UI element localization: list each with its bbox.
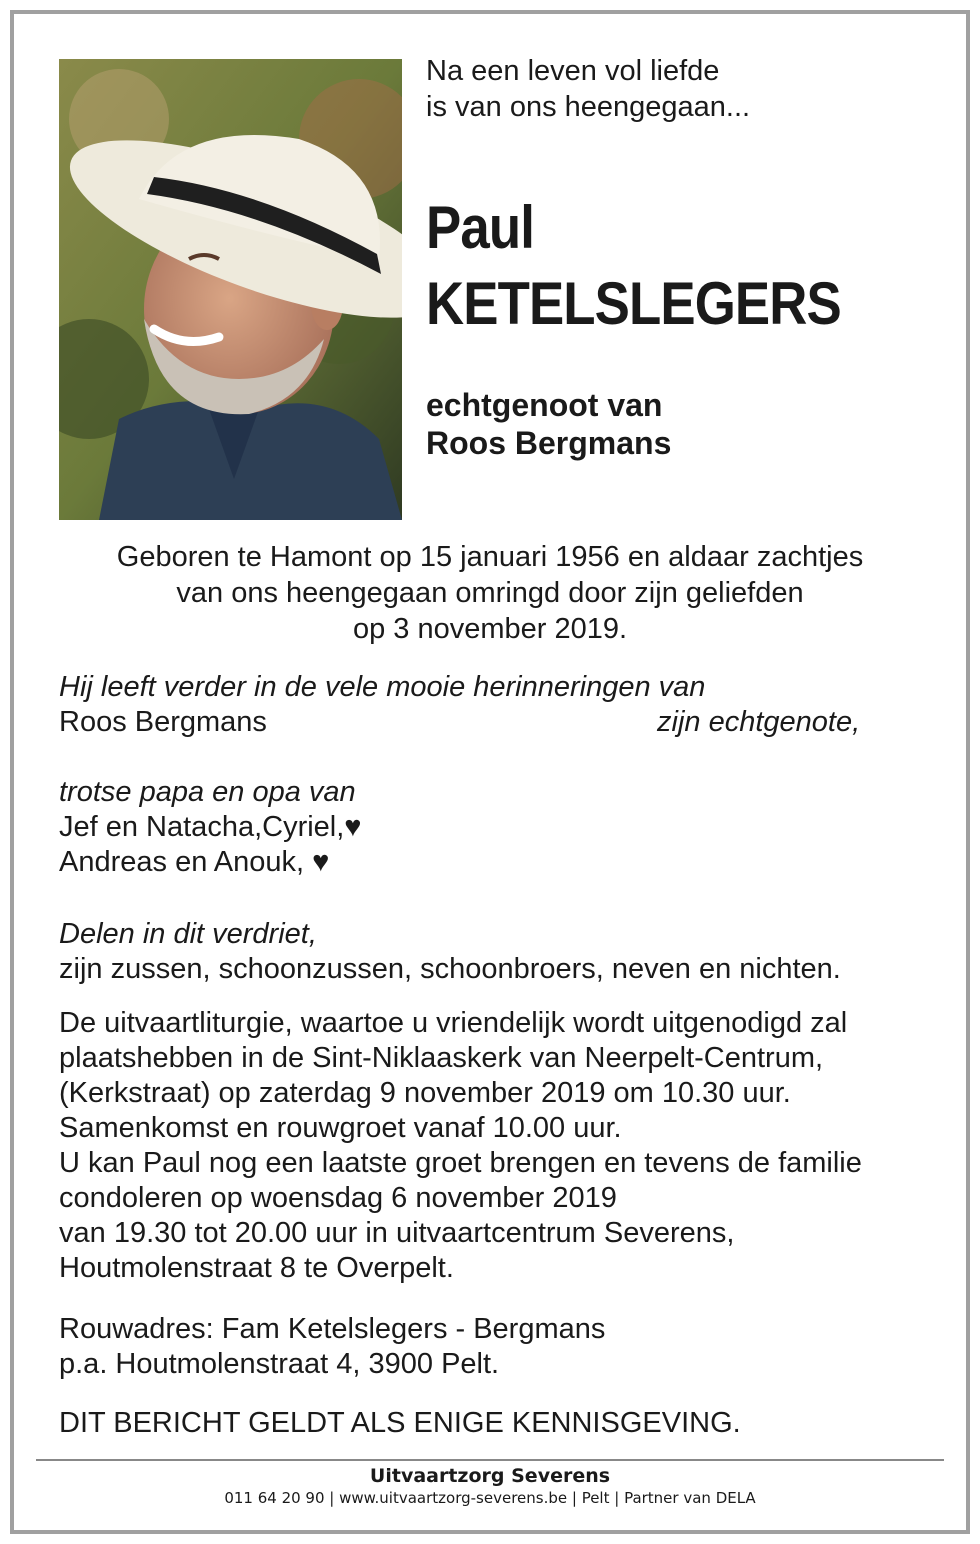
- footer-company: Uitvaartzorg Severens: [369, 1465, 611, 1487]
- spouse-line-1: echtgenoot van: [426, 387, 663, 423]
- funeral-line-8: Houtmolenstraat 8 te Overpelt.: [59, 1252, 454, 1284]
- family-line-1: Jef en Natacha,Cyriel,♥: [59, 811, 362, 843]
- family-intro: trotse papa en opa van: [59, 776, 356, 808]
- portrait-photo: [59, 59, 402, 520]
- footer-contact: 011 64 20 90 | www.uitvaartzorg-severens.be | Pelt | Partner van DELA: [224, 1489, 756, 1507]
- funeral-info: [59, 1006, 862, 1286]
- funeral-line-5: U kan Paul nog een laatste groet brengen en tevens de familie: [59, 1147, 862, 1179]
- spouse-line-2: Roos Bergmans: [426, 425, 672, 461]
- grief-line: zijn zussen, schoonzussen, schoonbroers, neven en nichten.: [59, 953, 841, 985]
- footer-divider: [36, 1459, 944, 1461]
- funeral-line-6: condoleren op woensdag 6 november 2019: [59, 1182, 617, 1214]
- funeral-line-2: plaatshebben in de Sint-Niklaaskerk van Neerpelt-Centrum,: [59, 1042, 824, 1074]
- address-line-1: Rouwadres: Fam Ketelslegers - Bergmans: [59, 1313, 606, 1345]
- notice-statement: DIT BERICHT GELDT ALS ENIGE KENNISGEVING.: [59, 1407, 741, 1439]
- intro-line-1: Na een leven vol liefde: [426, 55, 720, 87]
- born-line-3: op 3 november 2019.: [352, 613, 628, 645]
- born-line-2: van ons heengegaan omringd door zijn geliefden: [176, 577, 804, 609]
- deceased-name: [426, 190, 841, 342]
- intro-text: [426, 53, 750, 125]
- memories-wife-name: Roos Bergmans: [59, 706, 267, 738]
- address-line-2: p.a. Houtmolenstraat 4, 3900 Pelt.: [59, 1348, 500, 1380]
- family-line-2: Andreas en Anouk, ♥: [59, 846, 330, 878]
- memories-wife-role: zijn echtgenote,: [657, 706, 861, 738]
- funeral-line-4: Samenkomst en rouwgroet vanaf 10.00 uur.: [59, 1112, 622, 1144]
- mourning-address: [59, 1312, 605, 1382]
- funeral-line-1: De uitvaartliturgie, waartoe u vriendelijk wordt uitgenodigd zal: [59, 1007, 848, 1039]
- grief-intro: Delen in dit verdriet,: [59, 918, 317, 950]
- intro-line-2: is van ons heengegaan...: [426, 91, 751, 123]
- memories-intro: Hij leeft verder in de vele mooie herinneringen van: [59, 671, 706, 703]
- funeral-line-7: van 19.30 tot 20.00 uur in uitvaartcentrum Severens,: [59, 1217, 735, 1249]
- last-name: KETELSLEGERS: [426, 270, 841, 337]
- born-line-1: Geboren te Hamont op 15 januari 1956 en aldaar zachtjes: [116, 541, 864, 573]
- first-name: Paul: [426, 194, 534, 261]
- birth-death-info: [59, 539, 921, 647]
- spouse-block: [426, 386, 671, 462]
- funeral-line-3: (Kerkstraat) op zaterdag 9 november 2019 om 10.30 uur.: [59, 1077, 791, 1109]
